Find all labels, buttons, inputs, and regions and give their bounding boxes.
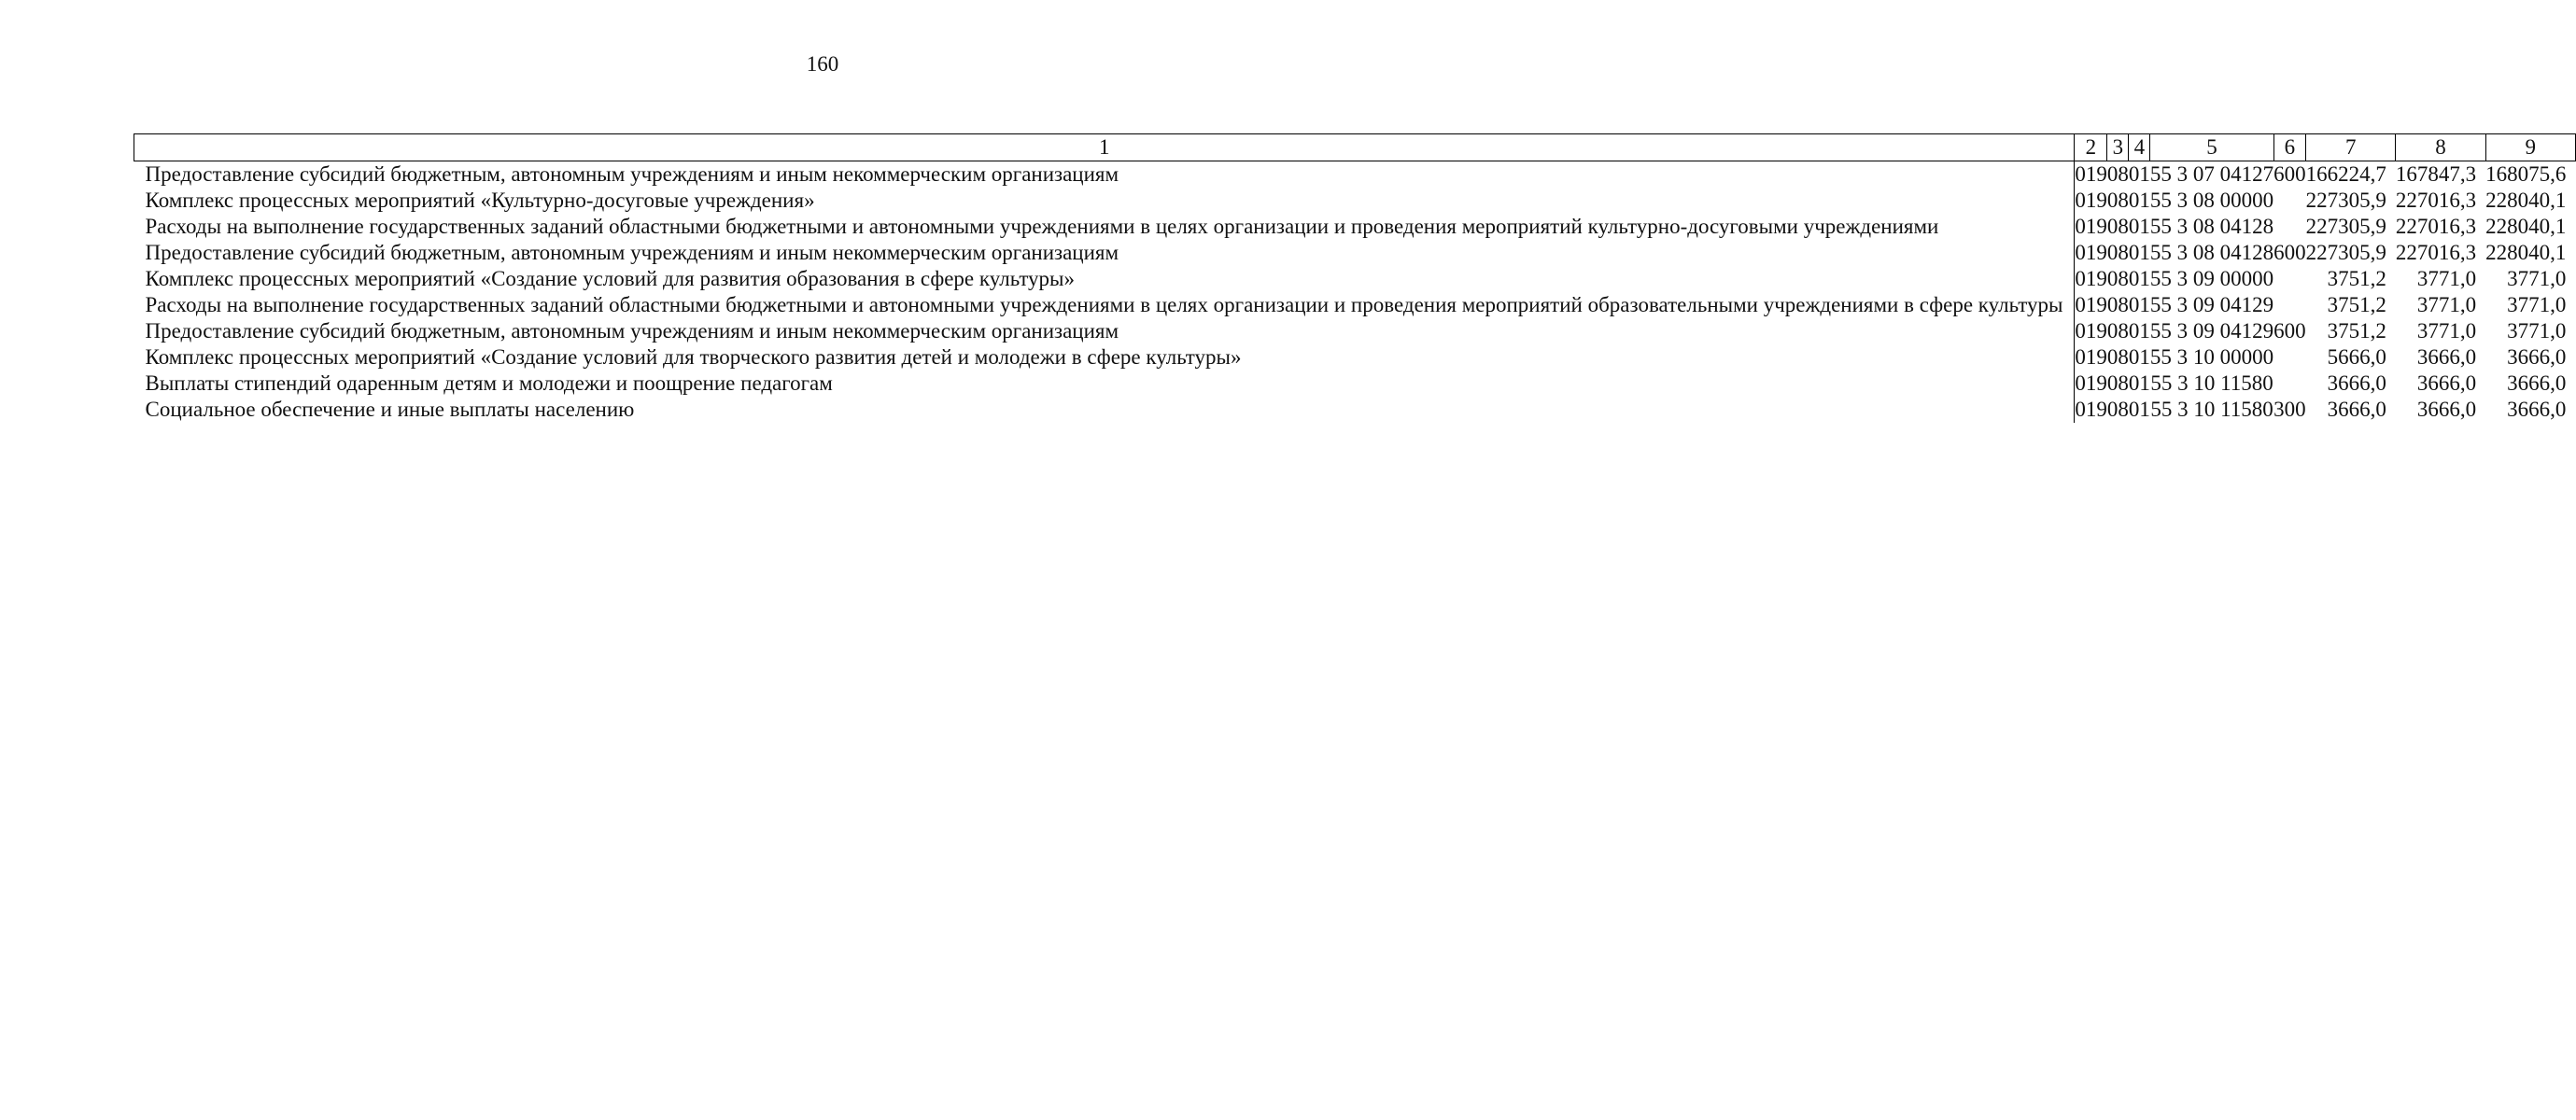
amount-year1-cell: 5666,0: [2327, 345, 2386, 369]
header-row: [134, 134, 2576, 161]
row-name-cell: Предоставление субсидий бюджетным, автономным учреждениям и иным некоммерческим организациям: [134, 161, 2075, 189]
expense-type-cell: [2273, 214, 2306, 240]
table-row: [134, 292, 2576, 318]
amount-year1-cell: 3751,2: [2327, 319, 2386, 343]
amount-year2-cell: 227016,3: [2395, 189, 2477, 212]
section-code-cell: 08: [2106, 371, 2129, 395]
row-name-cell: Предоставление субсидий бюджетным, автономным учреждениям и иным некоммерческим организациям: [134, 240, 2075, 266]
row-name-cell: Социальное обеспечение и иные выплаты населению: [134, 397, 2075, 423]
expense-type-cell: [2273, 188, 2306, 214]
section-code-cell: 08: [2106, 241, 2129, 264]
amount-year3-cell: 3666,0: [2507, 371, 2567, 395]
table-row: [134, 397, 2576, 423]
amount-year3-cell: 168075,6: [2485, 162, 2567, 186]
row-name-cell: Комплекс процессных мероприятий «Культурно-досуговые учреждения»: [134, 188, 2075, 214]
header-cell: 6: [2273, 134, 2306, 161]
amount-year1-cell: 166224,7: [2305, 162, 2386, 186]
row-name-cell: Выплаты стипендий одаренным детям и молодежи и поощрение педагогам: [134, 371, 2075, 397]
amount-year3-cell: 3666,0: [2507, 398, 2567, 421]
amount-year1-cell: 3666,0: [2327, 371, 2386, 395]
grbs-code-cell: 019: [2075, 162, 2107, 186]
target-article-cell: 55 3 10 11580: [2150, 371, 2273, 395]
amount-year3-cell: 3771,0: [2507, 293, 2567, 316]
grbs-code-cell: 019: [2075, 215, 2107, 238]
subsection-code-cell: 01: [2128, 267, 2150, 290]
grbs-code-cell: 019: [2075, 319, 2107, 343]
amount-year3-cell: 3771,0: [2507, 319, 2567, 343]
amount-year1-cell: 3666,0: [2327, 398, 2386, 421]
expense-type-cell: [2273, 344, 2306, 371]
section-code-cell: 08: [2106, 345, 2129, 369]
table-row: [134, 188, 2576, 214]
table-row: [134, 266, 2576, 292]
amount-year2-cell: 3666,0: [2416, 398, 2477, 421]
grbs-code-cell: 019: [2075, 345, 2107, 369]
budget-table: [134, 133, 2576, 423]
amount-year2-cell: 3771,0: [2416, 319, 2477, 343]
row-name-cell: Предоставление субсидий бюджетным, автономным учреждениям и иным некоммерческим организациям: [134, 318, 2075, 344]
target-article-cell: 55 3 10 11580: [2150, 398, 2273, 421]
subsection-code-cell: 01: [2128, 189, 2150, 212]
table-row: [134, 161, 2576, 189]
header-cell: 7: [2306, 134, 2396, 161]
section-code-cell: 08: [2106, 215, 2129, 238]
grbs-code-cell: 019: [2075, 267, 2107, 290]
expense-type-cell: 300: [2273, 398, 2306, 421]
row-name-cell: Комплекс процессных мероприятий «Создание условий для развития образования в сфере культуры»: [134, 266, 2075, 292]
target-article-cell: 55 3 09 04129: [2149, 319, 2274, 343]
section-code-cell: 08: [2106, 189, 2129, 212]
amount-year1-cell: 3751,2: [2327, 293, 2386, 316]
grbs-code-cell: 019: [2075, 371, 2107, 395]
target-article-cell: 55 3 08 00000: [2149, 189, 2274, 212]
subsection-code-cell: 01: [2128, 319, 2150, 343]
section-code-cell: 08: [2106, 398, 2129, 421]
header-cell: 5: [2150, 134, 2273, 161]
amount-year1-cell: 227305,9: [2305, 241, 2386, 264]
header-cell: 3: [2107, 134, 2129, 161]
table-row: [134, 214, 2576, 240]
target-article-cell: 55 3 07 04127: [2149, 162, 2274, 186]
amount-year3-cell: 3666,0: [2507, 345, 2567, 369]
subsection-code-cell: 01: [2128, 241, 2150, 264]
page-number: 160: [806, 52, 839, 76]
amount-year1-cell: 227305,9: [2305, 215, 2386, 238]
header-cell: 2: [2075, 134, 2107, 161]
subsection-code-cell: 01: [2128, 215, 2150, 238]
expense-type-cell: 600: [2273, 319, 2306, 343]
subsection-code-cell: 01: [2128, 293, 2150, 316]
amount-year2-cell: 227016,3: [2395, 241, 2477, 264]
grbs-code-cell: 019: [2075, 398, 2107, 421]
header-cell: 8: [2396, 134, 2485, 161]
amount-year2-cell: 3771,0: [2416, 267, 2477, 290]
amount-year3-cell: 228040,1: [2485, 189, 2567, 212]
amount-year1-cell: 3751,2: [2327, 267, 2386, 290]
expense-type-cell: 600: [2273, 241, 2306, 264]
grbs-code-cell: 019: [2075, 293, 2107, 316]
subsection-code-cell: 01: [2128, 398, 2150, 421]
row-name-cell: Расходы на выполнение государственных заданий областными бюджетными и автономными учреждениями в целях организации и проведения мероприятий культурно-досуговыми учреждениями: [134, 214, 2075, 240]
amount-year2-cell: 3771,0: [2416, 293, 2477, 316]
section-code-cell: 08: [2106, 162, 2129, 186]
amount-year2-cell: 3666,0: [2416, 371, 2477, 395]
table-row: [134, 371, 2576, 397]
section-code-cell: 08: [2106, 319, 2129, 343]
expense-type-cell: [2273, 292, 2306, 318]
section-code-cell: 08: [2106, 267, 2129, 290]
amount-year3-cell: 3771,0: [2507, 267, 2567, 290]
amount-year3-cell: 228040,1: [2485, 241, 2567, 264]
table-row: [134, 344, 2576, 371]
expense-type-cell: [2273, 266, 2306, 292]
expense-type-cell: [2273, 371, 2306, 397]
row-name-cell: Расходы на выполнение государственных заданий областными бюджетными и автономными учреждениями в целях организации и проведения мероприятий образовательными учреждениями в сфере культуры: [134, 292, 2075, 318]
table-row: [134, 318, 2576, 344]
amount-year2-cell: 227016,3: [2395, 215, 2477, 238]
target-article-cell: 55 3 08 04128: [2149, 241, 2274, 264]
expense-type-cell: 600: [2273, 162, 2306, 186]
target-article-cell: 55 3 08 04128: [2149, 215, 2274, 238]
header-cell: 1: [134, 134, 2075, 161]
header-cell: 4: [2129, 134, 2150, 161]
amount-year2-cell: 3666,0: [2416, 345, 2477, 369]
amount-year2-cell: 167847,3: [2395, 162, 2477, 186]
subsection-code-cell: 01: [2128, 371, 2150, 395]
grbs-code-cell: 019: [2075, 189, 2107, 212]
section-code-cell: 08: [2106, 293, 2129, 316]
target-article-cell: 55 3 09 00000: [2149, 267, 2274, 290]
target-article-cell: 55 3 09 04129: [2149, 293, 2274, 316]
amount-year3-cell: 228040,1: [2485, 215, 2567, 238]
amount-year1-cell: 227305,9: [2305, 189, 2386, 212]
subsection-code-cell: 01: [2128, 162, 2150, 186]
header-cell: 9: [2485, 134, 2575, 161]
grbs-code-cell: 019: [2075, 241, 2107, 264]
target-article-cell: 55 3 10 00000: [2149, 345, 2274, 369]
subsection-code-cell: 01: [2128, 345, 2150, 369]
row-name-cell: Комплекс процессных мероприятий «Создание условий для творческого развития детей и молодежи в сфере культуры»: [134, 344, 2075, 371]
table-row: [134, 240, 2576, 266]
